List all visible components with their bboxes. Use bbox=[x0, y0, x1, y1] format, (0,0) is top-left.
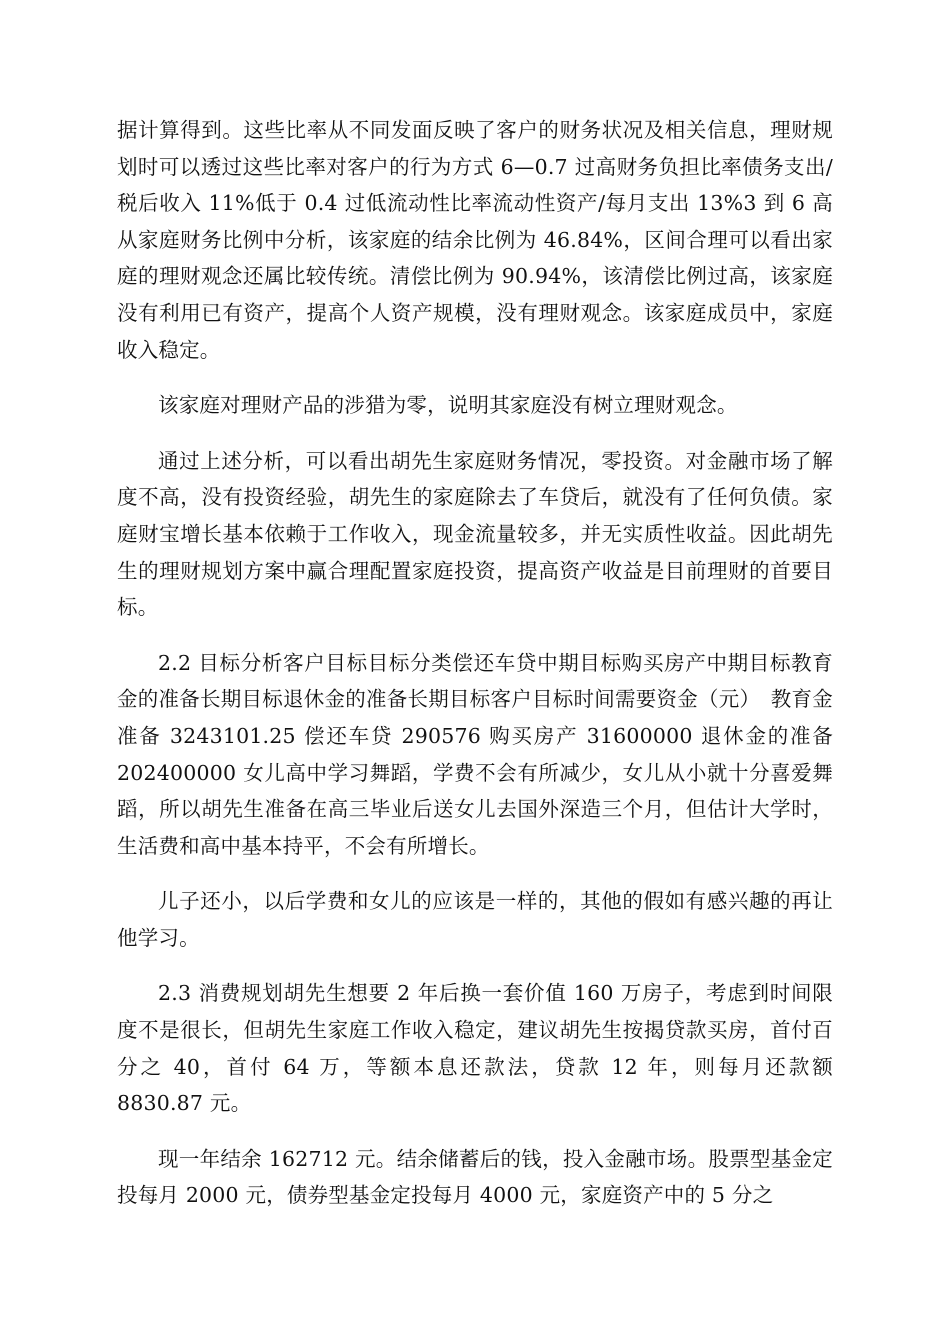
paragraph-summary: 通过上述分析，可以看出胡先生家庭财务情况，零投资。对金融市场了解度不高，没有投资经验，胡先生的家庭除去了车贷后，就没有了任何负债。家庭财宝增长基本依赖于工作收入，现金流量较多，并无实质性收益。因此胡先生的理财规划方案中赢合理配置家庭投资，提高资产收益是目前理财的首要目标。 bbox=[117, 448, 833, 620]
paragraph-ratio-analysis: 据计算得到。这些比率从不同发面反映了客户的财务状况及相关信息，理财规划时可以透过这些比率对客户的行为方式 6—0.7 过高财务负担比率债务支出/税后收入 11%低于 0.4 过低流动性比率流动性资产/每月支出 13%3 到 6 高从家庭财务比例中分析，该家庭的结余比例为 46.84%，区间合理可以看出家庭的理财观念还属比较传统。清偿比例为 90.94%，该清偿比例过高，该家庭没有利用已有资产，提高个人资产规模，没有理财观念。该家庭成员中，家庭收入稳定。 bbox=[117, 118, 833, 362]
paragraph-son-education: 儿子还小，以后学费和女儿的应该是一样的，其他的假如有感兴趣的再让他学习。 bbox=[117, 889, 833, 950]
paragraph-consumption-plan: 2.3 消费规划胡先生想要 2 年后换一套价值 160 万房子，考虑到时间限度不是很长，但胡先生家庭工作收入稳定，建议胡先生按揭贷款买房，首付百分之 40，首付 64 万，等额本息还款法，贷款 12 年，则每月还款额 8830.87 元。 bbox=[117, 981, 833, 1116]
paragraph-no-investment: 该家庭对理财产品的涉猎为零，说明其家庭没有树立理财观念。 bbox=[158, 393, 738, 418]
document-body bbox=[117, 112, 833, 1233]
paragraph-goal-analysis: 2.2 目标分析客户目标目标分类偿还车贷中期目标购买房产中期目标教育金的准备长期目标退休金的准备长期目标客户目标时间需要资金（元） 教育金准备 3243101.25 偿还车贷 290576 购买房产 31600000 退休金的准备 202400000 女儿高中学习舞蹈，学费不会有所减少，女儿从小就十分喜爱舞蹈，所以胡先生准备在高三毕业后送女儿去国外深造三个月，但估计大学时，生活费和高中基本持平，不会有所增长。 bbox=[117, 650, 833, 858]
paragraph-annual-surplus: 现一年结余 162712 元。结余储蓄后的钱，投入金融市场。股票型基金定投每月 2000 元，债券型基金定投每月 4000 元，家庭资产中的 5 分之 bbox=[117, 1146, 833, 1208]
